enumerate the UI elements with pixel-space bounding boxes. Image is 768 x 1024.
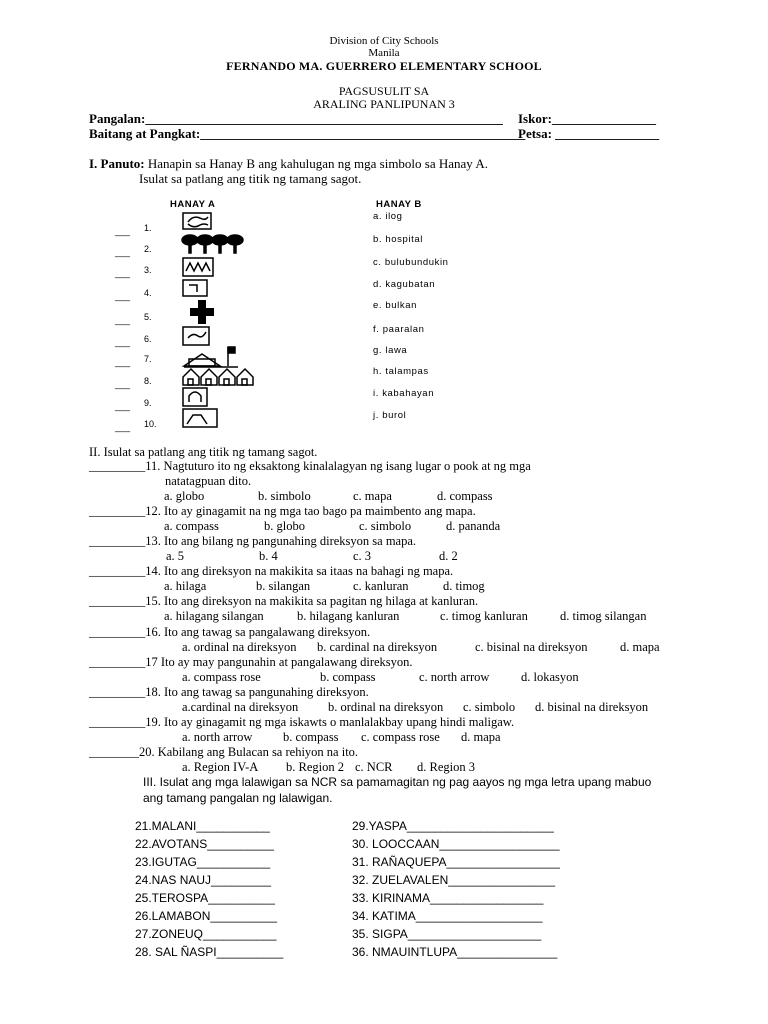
scramble-word-entry[interactable]: 36. NMAUINTLUPA_______________ <box>352 945 558 959</box>
answer-choice[interactable]: d. pananda <box>446 519 501 533</box>
question-line: _________13. Ito ang bilang ng pangunahing direksyon sa mapa. <box>89 534 417 548</box>
item-number: 8. <box>144 376 152 386</box>
answer-choice[interactable]: c. simbolo <box>463 700 516 714</box>
answer-blank[interactable]: ___ <box>115 357 131 367</box>
answer-choice[interactable]: b. compass <box>320 670 376 684</box>
scramble-word-entry[interactable]: 26.LAMABON__________ <box>135 909 278 923</box>
ilog-icon <box>183 213 211 229</box>
answer-choice[interactable]: c. bisinal na direksyon <box>475 640 588 654</box>
answer-choice[interactable]: b. globo <box>264 519 305 533</box>
answer-choice[interactable]: a. north arrow <box>182 730 253 744</box>
answer-choice[interactable]: d. mapa <box>461 730 501 744</box>
exam-type: PAGSUSULIT SA <box>338 84 430 98</box>
part3-instruction-line1: III. Isulat ang mga lalawigan sa NCR sa pamamagitan ng pag aayos ng mga letra upang mabuo <box>143 775 652 789</box>
answer-choice[interactable]: b. compass <box>283 730 339 744</box>
answer-choice[interactable]: a. compass <box>164 519 219 533</box>
kagubatan-icon <box>182 235 243 253</box>
item-number: 7. <box>144 354 152 364</box>
bulkan-icon <box>183 409 217 427</box>
petsa-field[interactable]: Petsa: ________________ <box>518 126 660 141</box>
question-line: ________20. Kabilang ang Bulacan sa rehiyon na ito. <box>89 745 359 759</box>
hanay-a-label: HANAY A <box>170 199 216 210</box>
answer-choice[interactable]: c. north arrow <box>419 670 490 684</box>
answer-choice[interactable]: b. 4 <box>259 549 278 563</box>
hanay-b-choice: i. kabahayan <box>373 388 435 399</box>
hanay-b-choice: b. hospital <box>373 234 423 245</box>
answer-blank[interactable]: ___ <box>115 401 131 411</box>
answer-choice[interactable]: a. Region IV-A <box>182 760 259 774</box>
question-line: _________16. Ito ang tawag sa pangalawang direksyon. <box>89 625 371 639</box>
paaralan-icon <box>184 347 238 367</box>
answer-choice[interactable]: d. 2 <box>439 549 458 563</box>
answer-blank[interactable]: ___ <box>115 315 131 325</box>
answer-blank[interactable]: ___ <box>115 291 131 301</box>
answer-choice[interactable]: d. bisinal na direksyon <box>535 700 649 714</box>
lawa-icon <box>183 327 209 345</box>
answer-choice[interactable]: c. 3 <box>353 549 372 563</box>
scramble-word-entry[interactable]: 28. SAL ÑASPI__________ <box>135 945 284 959</box>
question-line: _________11. Nagtuturo ito ng eksaktong kinalalagyan ng isang lugar o pook at ng mga <box>89 459 531 473</box>
answer-choice[interactable]: b. ordinal na direksyon <box>328 700 444 714</box>
scramble-word-entry[interactable]: 21.MALANI___________ <box>135 819 270 833</box>
answer-blank[interactable]: ___ <box>115 379 131 389</box>
answer-choice[interactable]: b. hilagang kanluran <box>297 609 400 623</box>
answer-blank[interactable]: ___ <box>115 337 131 347</box>
answer-choice[interactable]: b. cardinal na direksyon <box>317 640 438 654</box>
part2-instruction: II. Isulat sa patlang ang titik ng tamang sagot. <box>89 445 318 459</box>
scramble-word-entry[interactable]: 23.IGUTAG___________ <box>135 855 271 869</box>
answer-blank[interactable]: ___ <box>115 247 131 257</box>
hanay-b-choice: e. bulkan <box>373 300 417 311</box>
answer-choice[interactable]: b. silangan <box>256 579 311 593</box>
answer-choice[interactable]: d. mapa <box>620 640 660 654</box>
answer-choice[interactable]: b. simbolo <box>258 489 311 503</box>
answer-blank[interactable]: ___ <box>115 226 131 236</box>
answer-choice[interactable]: a. ordinal na direksyon <box>182 640 297 654</box>
hanay-b-choice: a. ilog <box>373 211 403 222</box>
scramble-word-entry[interactable]: 33. KIRINAMA_________________ <box>352 891 544 905</box>
answer-choice[interactable]: c. mapa <box>353 489 392 503</box>
answer-choice[interactable]: a. globo <box>164 489 205 503</box>
scramble-word-entry[interactable]: 32. ZUELAVALEN________________ <box>352 873 556 887</box>
hanay-b-choice: j. burol <box>373 410 407 421</box>
question-line: _________15. Ito ang direksyon na makikita sa pagitan ng hilaga at kanluran. <box>89 594 479 608</box>
scramble-word-entry[interactable]: 27.ZONEUQ___________ <box>135 927 277 941</box>
question-line: _________17 Ito ay may pangunahin at pangalawang direksyon. <box>89 655 413 669</box>
item-number: 10. <box>144 419 157 429</box>
item-number: 5. <box>144 312 152 322</box>
answer-choice[interactable]: d. Region 3 <box>417 760 475 774</box>
pangalan-field[interactable]: Pangalan:_______________________________________________________ <box>89 111 503 126</box>
question-line: _________14. Ito ang direksyon na makikita sa itaas na bahagi ng mapa. <box>89 564 454 578</box>
iskor-field[interactable]: Iskor:________________ <box>518 111 656 126</box>
part1-instruction-line2: Isulat sa patlang ang titik ng tamang sagot. <box>139 171 362 186</box>
scramble-word-entry[interactable]: 25.TEROSPA__________ <box>135 891 275 905</box>
answer-choice[interactable]: a. hilagang silangan <box>164 609 264 623</box>
hanay-b-choice: h. talampas <box>373 366 429 377</box>
answer-choice[interactable]: d. lokasyon <box>521 670 579 684</box>
city-header: Manila <box>368 47 400 59</box>
talampas-icon <box>183 280 207 296</box>
scramble-word-entry[interactable]: 31. RAÑAQUEPA_________________ <box>352 855 560 869</box>
item-number: 4. <box>144 288 152 298</box>
scramble-word-entry[interactable]: 24.NAS NAUJ_________ <box>135 873 272 887</box>
item-number: 3. <box>144 265 152 275</box>
answer-choice[interactable]: c. kanluran <box>353 579 409 593</box>
answer-choice[interactable]: c. compass rose <box>361 730 440 744</box>
scramble-word-entry[interactable]: 34. KATIMA___________________ <box>352 909 543 923</box>
burol-icon <box>183 388 207 406</box>
answer-choice[interactable]: b. Region 2 <box>286 760 344 774</box>
item-number: 1. <box>144 223 152 233</box>
hanay-b-label: HANAY B <box>376 199 422 210</box>
scramble-word-entry[interactable]: 22.AVOTANS__________ <box>135 837 274 851</box>
part3-instruction-line2: ang tamang pangalan ng lalawigan. <box>143 791 333 805</box>
question-line: _________19. Ito ay ginagamit ng mga iskawts o manlalakbay upang hindi maligaw. <box>89 715 515 729</box>
scramble-word-entry[interactable]: 35. SIGPA____________________ <box>352 927 542 941</box>
answer-choice[interactable]: c. NCR <box>355 760 393 774</box>
answer-choice[interactable]: a.cardinal na direksyon <box>182 700 299 714</box>
question-line-2: natatagpuan dito. <box>165 474 252 488</box>
answer-choice[interactable]: a. compass rose <box>182 670 261 684</box>
answer-choice[interactable]: d. compass <box>437 489 493 503</box>
answer-choice[interactable]: c. simbolo <box>359 519 412 533</box>
hanay-b-choice: g. lawa <box>373 345 408 356</box>
baitang-field[interactable]: Baitang at Pangkat:__________________________________________________ <box>89 126 526 141</box>
hanay-b-choice: c. bulubundukin <box>373 257 449 268</box>
answer-blank[interactable]: ___ <box>115 422 131 432</box>
answer-blank[interactable]: ___ <box>115 268 131 278</box>
subject-title: ARALING PANLIPUNAN 3 <box>313 97 455 111</box>
hanay-b-choice: d. kagubatan <box>373 279 436 290</box>
item-number: 9. <box>144 398 152 408</box>
answer-choice[interactable]: c. timog kanluran <box>440 609 528 623</box>
question-line: _________12. Ito ay ginagamit na ng mga tao bago pa maimbento ang mapa. <box>89 504 476 518</box>
school-name: FERNANDO MA. GUERRERO ELEMENTARY SCHOOL <box>226 59 542 73</box>
answer-choice[interactable]: a. hilaga <box>164 579 207 593</box>
answer-choice[interactable]: d. timog <box>443 579 485 593</box>
scramble-word-entry[interactable]: 29.YASPA______________________ <box>352 819 554 833</box>
answer-choice[interactable]: d. timog silangan <box>560 609 647 623</box>
item-number: 2. <box>144 244 152 254</box>
hospital-icon <box>190 300 214 324</box>
hanay-b-choice: f. paaralan <box>373 324 425 335</box>
kabahayan-icon <box>183 369 253 385</box>
part1-instruction-line1: Hanapin sa Hanay B ang kahulugan ng mga simbolo sa Hanay A. <box>147 156 488 171</box>
answer-choice[interactable]: a. 5 <box>166 549 185 563</box>
division-header: Division of City Schools <box>329 35 439 47</box>
question-line: _________18. Ito ang tawag sa pangunahing direksyon. <box>89 685 369 699</box>
bulubundukin-icon <box>183 258 213 276</box>
item-number: 6. <box>144 334 152 344</box>
part1-label: I. Panuto: <box>89 156 145 171</box>
scramble-word-entry[interactable]: 30. LOOCCAAN__________________ <box>352 837 560 851</box>
